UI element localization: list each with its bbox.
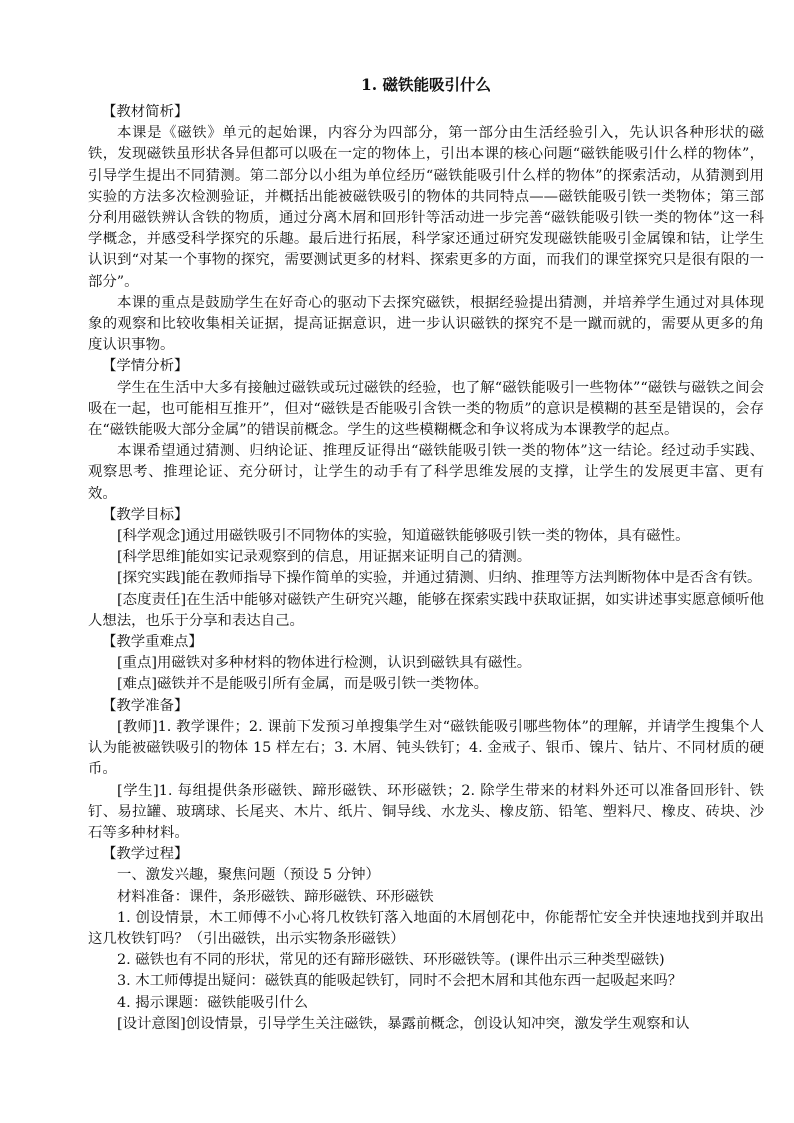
paragraph: [重点]用磁铁对多种材料的物体进行检测，认识到磁铁具有磁性。 [117, 655, 532, 672]
paragraph: [态度责任]在生活中能够对磁铁产生研究兴趣，能够在探索实践中获取证据，如实讲述事实愿意倾听他人想法，也乐于分享和表达自己。 [88, 591, 764, 629]
paragraph: [科学观念]通过用磁铁吸引不同物体的实验，知道磁铁能够吸引铁一类的物体，具有磁性。 [117, 528, 690, 545]
paragraph: [难点]磁铁并不是能吸引所有金属，而是吸引铁一类物体。 [117, 676, 488, 693]
paragraph: [科学思维]能如实记录观察到的信息，用证据来证明自己的猜测。 [117, 549, 532, 566]
paragraph: 一、激发兴趣，聚焦问题（预设 5 分钟） [117, 867, 380, 884]
paragraph: 学生在生活中大多有接触过磁铁或玩过磁铁的经验，也了解“磁铁能吸引一些物体”“磁铁与磁铁之间会吸在一起，也可能相互推开”，但对“磁铁是否能吸引含铁一类的物质”的意识是模糊的甚至是错误的，会存在“磁铁能吸大部分金属”的错误前概念。学生的这些模糊概念和争议将成为本课教学的起点。 [88, 379, 764, 439]
paragraph: 本课是《磁铁》单元的起始课，内容分为四部分，第一部分由生活经验引入，先认识各种形状的磁铁，发现磁铁虽形状各异但都可以吸在一定的物体上，引出本课的核心问题“磁铁能吸引什么样的物体”，引导学生提出不同猜测。第二部分以小组为单位经历“磁铁能吸引什么样的物体”的探索活动，从猜测到用实验的方法多次检测验证，并概括出能被磁铁吸引的物体的共同特点——磁铁能吸引铁一类物体；第三部分利用磁铁辨认含铁的物质，通过分离木屑和回形针等活动进一步完善“磁铁能吸引铁一类的物体”这一科学概念，并感受科学探究的乐趣。最后进行拓展，科学家还通过研究发现磁铁能吸引金属镍和钴，让学生认识到“对某一个事物的探究，需要测试更多的材料、探索更多的方面，而我们的课堂探究只是很有限的一部分”。 [88, 125, 764, 290]
document-page [88, 74, 764, 1035]
section-head: 【教材简析】 [102, 104, 189, 120]
paragraph: [探究实践]能在教师指导下操作简单的实验，并通过猜测、归纳、推理等方法判断物体中是否含有铁。 [117, 570, 762, 587]
paragraph: 2. 磁铁也有不同的形状，常见的还有蹄形磁铁、环形磁铁等。(课件出示三种类型磁铁) [117, 952, 665, 969]
paragraph: 本课的重点是鼓励学生在好奇心的驱动下去探究磁铁，根据经验提出猜测，并培养学生通过对具体现象的观察和比较收集相关证据，提高证据意识，进一步认识磁铁的探究不是一蹴而就的，需要从更多的角度认识事物。 [88, 294, 764, 354]
paragraph: 3. 木工师傅提出疑问：磁铁真的能吸起铁钉，同时不会把木屑和其他东西一起吸起来吗？ [117, 973, 683, 990]
section-head: 【教学重难点】 [102, 634, 203, 651]
paragraph: 1. 创设情景，木工师傅不小心将几枚铁钉落入地面的木屑刨花中，你能帮忙安全并快速地找到并取出这几枚铁钉吗？（引出磁铁，出示实物条形磁铁） [88, 909, 764, 947]
section-head: 【教学过程】 [102, 846, 189, 863]
section-head: 【教学准备】 [102, 697, 189, 714]
section-head: 【学情分析】 [102, 358, 189, 375]
paragraph: 4. 揭示课题：磁铁能吸引什么 [117, 994, 308, 1011]
paragraph: 材料准备：课件，条形磁铁、蹄形磁铁、环形磁铁 [117, 888, 434, 905]
paragraph: [设计意图]创设情景，引导学生关注磁铁，暴露前概念，创设认知冲突，激发学生观察和认 [117, 1015, 690, 1032]
document-title: 1. 磁铁能吸引什么 [360, 75, 492, 94]
paragraph: [学生]1. 每组提供条形磁铁、蹄形磁铁、环形磁铁；2. 除学生带来的材料外还可以准备回形针、铁钉、易拉罐、玻璃球、长尾夹、木片、纸片、铜导线、水龙头、橡皮筋、铅笔、塑料尺、橡皮、砖块、沙石等多种材料。 [88, 782, 764, 841]
paragraph: 本课希望通过猜测、归纳论证、推理反证得出“磁铁能吸引铁一类的物体”这一结论。经过动手实践、观察思考、推理论证、充分研讨，让学生的动手有了科学思维发展的支撑，让学生的发展更丰富、更有效。 [88, 443, 764, 502]
section-head: 【教学目标】 [102, 506, 189, 523]
paragraph: [教师]1. 教学课件；2. 课前下发预习单搜集学生对“磁铁能吸引哪些物体”的理解，并请学生搜集个人认为能被磁铁吸引的物体 15 样左右；3. 木屑、钝头铁钉；4. 金戒子、银币、镍片、钴片、不同材质的硬币。 [88, 718, 764, 778]
